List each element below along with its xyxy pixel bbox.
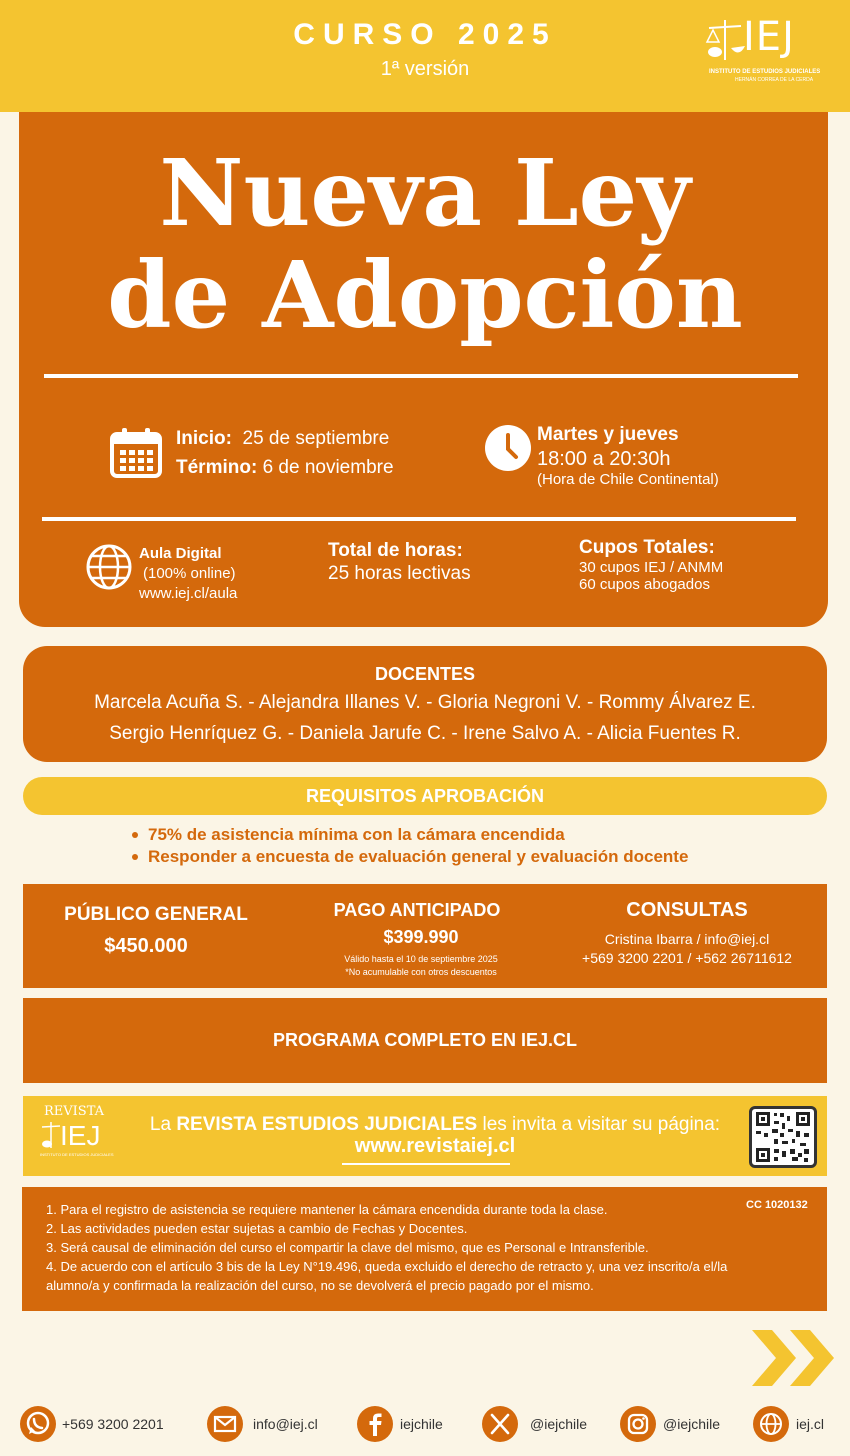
web-icon[interactable] bbox=[753, 1406, 789, 1442]
double-chevron-icon bbox=[752, 1330, 834, 1386]
note-item: 4. De acuerdo con el artículo 3 bis de la Ley N°19.496, queda excluido el derecho de retracto y, una vez inscrito/a el/la bbox=[46, 1259, 728, 1274]
aula-info bbox=[139, 544, 237, 604]
qr-code[interactable] bbox=[749, 1106, 817, 1168]
early-price-disclaimer: *No acumulable con otros descuentos bbox=[345, 967, 497, 977]
aula-url[interactable]: www.iej.cl/aula bbox=[139, 585, 238, 602]
journal-name: REVISTA ESTUDIOS JUDICIALES bbox=[176, 1114, 478, 1135]
note-item: 3. Será causal de eliminación del curso el compartir la clave del mismo, que es Personal e Intransferible. bbox=[46, 1240, 649, 1255]
journal-invite-post: les invita a visitar su página: bbox=[482, 1114, 721, 1135]
footer-facebook[interactable]: iejchile bbox=[400, 1416, 443, 1432]
url-underline bbox=[342, 1163, 510, 1165]
instagram-icon[interactable] bbox=[620, 1406, 656, 1442]
journal-logo-text: IEJ bbox=[60, 1120, 101, 1151]
aula-title: Aula Digital bbox=[139, 545, 222, 562]
note-item: 1. Para el registro de asistencia se requiere mantener la cámara encendida durante toda la clase. bbox=[46, 1202, 608, 1217]
program-link[interactable]: PROGRAMA COMPLETO EN IEJ.CL bbox=[272, 1030, 578, 1050]
iej-logo[interactable] bbox=[705, 14, 821, 88]
course-dates bbox=[176, 424, 394, 482]
hours-label: Total de horas: bbox=[328, 540, 463, 561]
journal-invite-pre: La bbox=[149, 1114, 172, 1135]
aula-mode: (100% online) bbox=[143, 565, 236, 582]
seats-line-2: 60 cupos abogados bbox=[579, 576, 710, 593]
early-price-label: PAGO ANTICIPADO bbox=[333, 900, 501, 920]
hours-value: 25 horas lectivas bbox=[328, 563, 471, 584]
facebook-icon[interactable] bbox=[357, 1406, 393, 1442]
footer-website[interactable]: iej.cl bbox=[796, 1416, 825, 1432]
early-price-note: Válido hasta el 10 de septiembre 2025 bbox=[344, 954, 498, 964]
x-icon[interactable] bbox=[482, 1406, 518, 1442]
teachers-line-1: Marcela Acuña S. - Alejandra Illanes V. - Gloria Negroni V. - Rommy Álvarez E. bbox=[94, 692, 756, 713]
divider bbox=[44, 374, 798, 378]
note-item: 2. Las actividades pueden estar sujetas a cambio de Fechas y Docentes. bbox=[46, 1221, 468, 1236]
general-price: $450.000 bbox=[104, 935, 188, 957]
requirements-heading: REQUISITOS APROBACIÓN bbox=[305, 786, 545, 806]
note-item: alumno/a y confirmada la realización del curso, no se devolverá el precio pagado por el mismo. bbox=[46, 1278, 594, 1293]
logo-text: IEJ bbox=[743, 14, 795, 60]
contact-line-1[interactable]: Cristina Ibarra / info@iej.cl bbox=[604, 931, 770, 947]
journal-logo bbox=[40, 1104, 114, 1166]
teachers-line-2: Sergio Henríquez G. - Daniela Jarufe C. - Irene Salvo A. - Alicia Fuentes R. bbox=[109, 723, 741, 744]
footer-email[interactable]: info@iej.cl bbox=[253, 1416, 318, 1432]
end-label: Término: bbox=[176, 457, 258, 478]
title-line-2: de Adopción bbox=[107, 241, 743, 349]
footer-instagram[interactable]: @iejchile bbox=[663, 1416, 721, 1432]
scales-icon bbox=[40, 1122, 62, 1152]
journal-url[interactable]: www.revistaiej.cl bbox=[354, 1135, 516, 1157]
early-price: $399.990 bbox=[383, 927, 459, 947]
seats-line-1: 30 cupos IEJ / ANMM bbox=[579, 559, 724, 576]
schedule-timezone: (Hora de Chile Continental) bbox=[537, 471, 719, 488]
clock-icon bbox=[485, 425, 531, 471]
contact-label: CONSULTAS bbox=[626, 899, 748, 921]
schedule-days: Martes y jueves bbox=[537, 424, 679, 445]
end-date: 6 de noviembre bbox=[262, 457, 394, 478]
bullet bbox=[132, 832, 138, 838]
contact-line-2[interactable]: +569 3200 2201 / +562 26711612 bbox=[582, 950, 792, 966]
course-label: CURSO 2025 bbox=[293, 18, 557, 51]
journal-invite bbox=[120, 1114, 750, 1136]
footer-x[interactable]: @iejchile bbox=[530, 1416, 588, 1432]
footer-phone[interactable]: +569 3200 2201 bbox=[62, 1416, 164, 1432]
journal-logo-subtitle: INSTITUTO DE ESTUDIOS JUDICIALES bbox=[40, 1152, 114, 1157]
version-label: 1ª versión bbox=[380, 58, 470, 80]
mail-icon[interactable] bbox=[207, 1406, 243, 1442]
calendar-icon bbox=[110, 428, 162, 478]
logo-subtitle: INSTITUTO DE ESTUDIOS JUDICIALES bbox=[709, 69, 821, 75]
start-label: Inicio: bbox=[176, 428, 232, 449]
start-date: 25 de septiembre bbox=[242, 428, 390, 449]
requirement-item: Responder a encuesta de evaluación general y evaluación docente bbox=[148, 847, 689, 866]
qr-code-icon bbox=[752, 1109, 814, 1165]
whatsapp-icon[interactable] bbox=[20, 1406, 56, 1442]
bullet bbox=[132, 854, 138, 860]
general-price-label: PÚBLICO GENERAL bbox=[64, 904, 248, 925]
cc-code: CC 1020132 bbox=[746, 1199, 808, 1211]
seats-label: Cupos Totales: bbox=[579, 537, 715, 558]
schedule-time: 18:00 a 20:30h bbox=[537, 448, 671, 470]
divider bbox=[42, 517, 796, 521]
globe-icon bbox=[85, 543, 133, 591]
journal-logo-top: REVISTA bbox=[44, 1104, 105, 1119]
teachers-heading: DOCENTES bbox=[374, 664, 475, 684]
requirement-item: 75% de asistencia mínima con la cámara encendida bbox=[148, 825, 565, 844]
title-line-1: Nueva Ley bbox=[159, 139, 691, 247]
logo-subtitle-2: HERNÁN CORREA DE LA CERDA bbox=[735, 77, 814, 83]
scales-icon bbox=[705, 18, 745, 68]
